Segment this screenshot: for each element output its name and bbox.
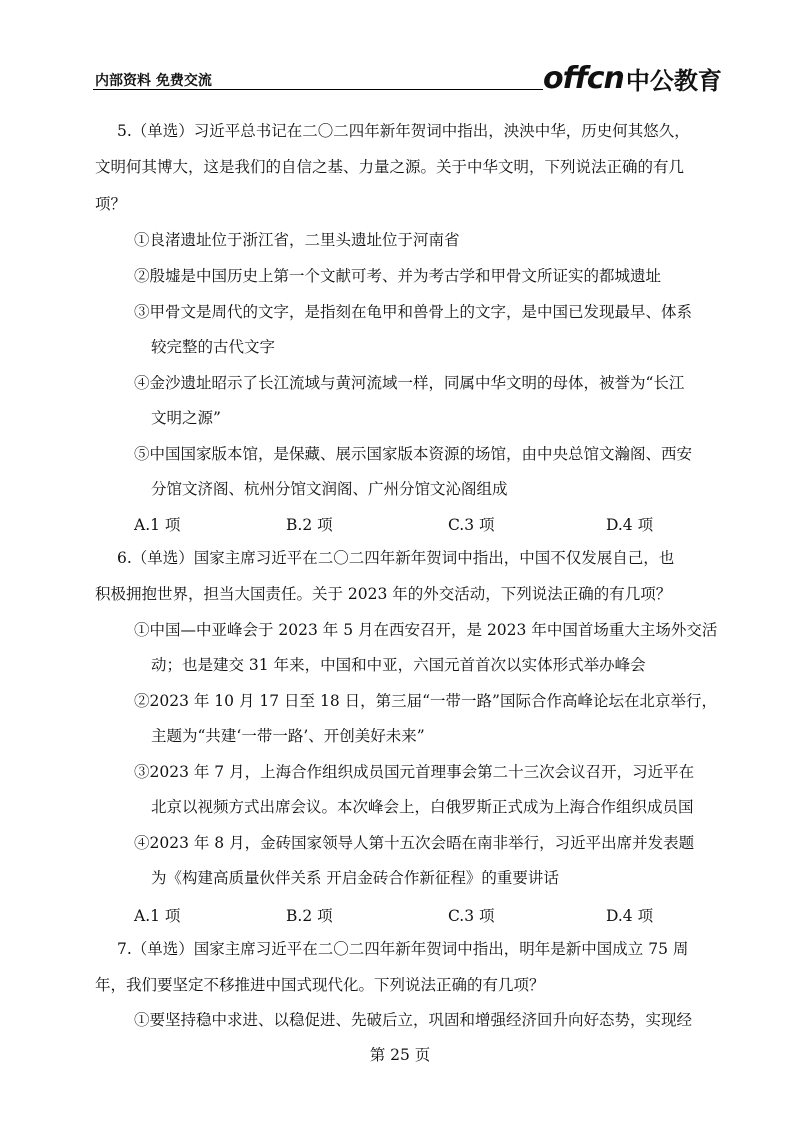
- q6-option-4: ④2023 年 8 月，金砖国家领导人第十五次会晤在南非举行，习近平出席并发表题: [134, 834, 695, 852]
- q5-choice-c[interactable]: C.3 项: [448, 516, 495, 534]
- q6-option-4-cont: 为《构建高质量伙伴关系 开启金砖合作新征程》的重要讲话: [151, 869, 559, 887]
- q7-stem-line: 7.（单选）国家主席习近平在二〇二四年新年贺词中指出，明年是新中国成立 75 周: [117, 940, 689, 958]
- q5-option-5-cont: 分馆文济阁、杭州分馆文润阁、广州分馆文沁阁组成: [151, 480, 508, 498]
- q5-stem-line: 5.（单选）习近平总书记在二〇二四年新年贺词中指出，泱泱中华，历史何其悠久，: [117, 122, 690, 140]
- q5-option-5: ⑤中国国家版本馆，是保藏、展示国家版本资源的场馆，由中央总馆文瀚阁、西安: [134, 445, 693, 463]
- logo-cn-text: 中公教育: [625, 66, 722, 95]
- q6-stem-line: 积极拥抱世界，担当大国责任。关于 2023 年的外交活动，下列说法正确的有几项？: [95, 585, 672, 603]
- q6-choice-c[interactable]: C.3 项: [448, 907, 495, 925]
- q6-option-1: ①中国—中亚峰会于 2023 年 5 月在西安召开，是 2023 年中国首场重大主场外交活: [134, 621, 718, 639]
- q5-option-2: ②殷墟是中国历史上第一个文献可考、并为考古学和甲骨文所证实的都城遗址: [134, 267, 662, 285]
- logo-latin-text: offcn: [543, 60, 624, 96]
- offcn-logo: [543, 60, 722, 96]
- q5-stem-line: 文明何其博大，这是我们的自信之基、力量之源。关于中华文明，下列说法正确的有几: [95, 158, 685, 176]
- q5-option-3-cont: 较完整的古代文字: [151, 338, 276, 356]
- q5-stem-line: 项？: [95, 195, 127, 213]
- q5-option-1: ①良渚遗址位于浙江省，二里头遗址位于河南省: [134, 231, 460, 249]
- q5-choice-a[interactable]: A.1 项: [134, 516, 181, 534]
- q5-choice-d[interactable]: D.4 项: [606, 516, 654, 534]
- q5-choice-b[interactable]: B.2 项: [286, 516, 333, 534]
- q6-option-3-cont: 北京以视频方式出席会议。本次峰会上，白俄罗斯正式成为上海合作组织成员国: [151, 798, 694, 816]
- q6-choice-b[interactable]: B.2 项: [286, 907, 333, 925]
- q5-option-3: ③甲骨文是周代的文字，是指刻在龟甲和兽骨上的文字，是中国已发现最早、体系: [134, 303, 693, 321]
- q7-stem-line: 年，我们要坚定不移推进中国式现代化。下列说法正确的有几项？: [95, 976, 545, 994]
- q6-option-1-cont: 动；也是建交 31 年来，中国和中亚，六国元首首次以实体形式举办峰会: [151, 656, 646, 674]
- q5-option-4: ④金沙遗址昭示了长江流域与黄河流域一样，同属中华文明的母体，被誉为“长江: [134, 374, 685, 392]
- page-number: 第 25 页: [369, 1046, 431, 1064]
- header-label: 内部资料 免费交流: [95, 73, 212, 89]
- q6-stem-line: 6.（单选）国家主席习近平在二〇二四年新年贺词中指出，中国不仅发展自己，也: [117, 549, 675, 567]
- q6-option-3: ③2023 年 7 月，上海合作组织成员国元首理事会第二十三次会议召开，习近平在: [134, 763, 695, 781]
- q7-option-1: ①要坚持稳中求进、以稳促进、先破后立，巩固和增强经济回升向好态势，实现经: [134, 1011, 693, 1029]
- q6-choice-a[interactable]: A.1 项: [134, 907, 181, 925]
- q6-option-2-cont: 主题为“共建‘一带一路’、开创美好未来”: [151, 727, 425, 745]
- q5-option-4-cont: 文明之源”: [151, 409, 221, 427]
- q6-choice-d[interactable]: D.4 项: [606, 907, 654, 925]
- header-rule: [93, 89, 543, 90]
- q6-option-2: ②2023 年 10 月 17 日至 18 日，第三届“一带一路”国际合作高峰论坛在北京举行，: [134, 692, 717, 710]
